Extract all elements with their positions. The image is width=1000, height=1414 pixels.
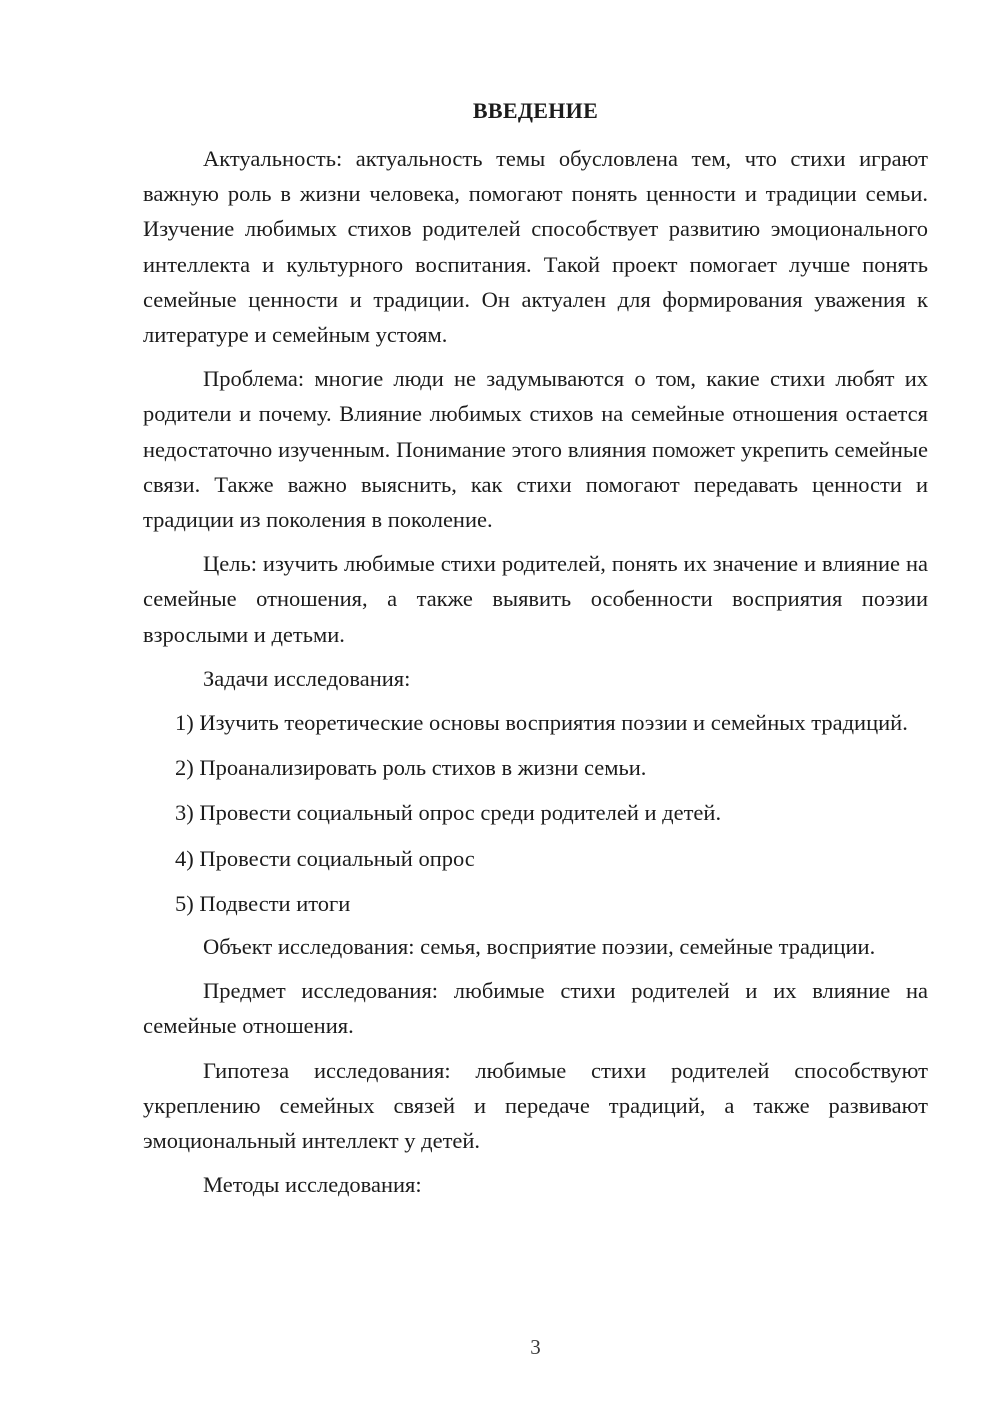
methods-heading: Методы исследования:: [203, 1172, 422, 1198]
task-item: 5) Подвести итоги: [175, 890, 351, 916]
task-item: 3) Провести социальный опрос среди родителей и детей.: [175, 800, 722, 826]
goal-paragraph: Цель: изучить любимые стихи родителей, понять их значение и влияние на семейные отношения, а также выявить особенности восприятия поэзии взрослыми и детьми.: [143, 551, 928, 647]
page-number: 3: [530, 1335, 541, 1359]
problem-paragraph: Проблема: многие люди не задумываются о том, какие стихи любят их родители и почему. Влияние любимых стихов на семейные отношения остается недостаточно изученным. Понимание этого влияния поможет укрепить семейные связи. Также важно выяснить, как стихи помогают передавать ценности и традиции из поколения в поколение.: [143, 366, 928, 533]
tasks-list: [143, 705, 928, 921]
document-body: [143, 141, 928, 1202]
document-page: [143, 0, 928, 1414]
object-paragraph: Объект исследования: семья, восприятие поэзии, семейные традиции.: [203, 934, 876, 960]
task-item: 2) Проанализировать роль стихов в жизни семьи.: [175, 755, 647, 781]
relevance-paragraph: Актуальность: актуальность темы обусловлена тем, что стихи играют важную роль в жизни человека, помогают понять ценности и традиции семьи. Изучение любимых стихов родителей способствует развитию эмоционального интеллекта и культурного воспитания. Такой проект помогает лучше понять семейные ценности и традиции. Он актуален для формирования уважения к литературе и семейным устоям.: [143, 146, 928, 348]
task-item: 4) Провести социальный опрос: [175, 845, 475, 871]
tasks-heading: Задачи исследования:: [203, 665, 411, 691]
task-item: 1) Изучить теоретические основы восприятия поэзии и семейных традиций.: [175, 710, 908, 736]
subject-paragraph: Предмет исследования: любимые стихи родителей и их влияние на семейные отношения.: [143, 978, 928, 1039]
page-title: ВВЕДЕНИЕ: [472, 98, 599, 123]
hypothesis-paragraph: Гипотеза исследования: любимые стихи родителей способствуют укреплению семейных связей и передаче традиций, а также развивают эмоциональный интеллект у детей.: [143, 1057, 928, 1154]
